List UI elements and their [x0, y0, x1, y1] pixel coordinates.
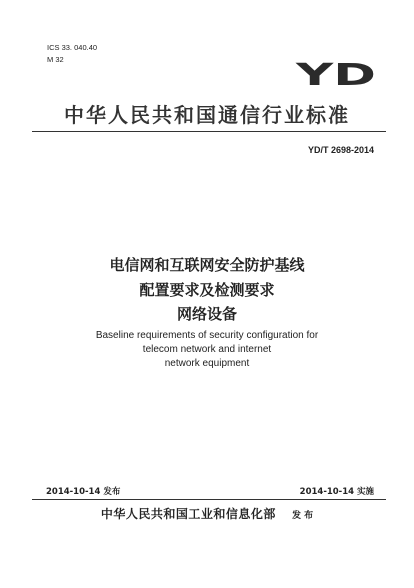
bottom-divider: [32, 499, 386, 500]
ics-code: ICS 33. 040.40: [47, 43, 98, 52]
implementation-date: 2014-10-14 实施: [299, 487, 374, 497]
chinese-title-line-2: 配置要求及检测要求: [139, 281, 275, 299]
issue-date: 2014-10-14 发布: [46, 487, 121, 497]
chinese-title-line-3: 网络设备: [176, 305, 237, 323]
english-title-line-1: Baseline requirements of security configuration for: [95, 330, 319, 341]
ccs-code: M 32: [47, 55, 64, 64]
industry-standard-title: 中华人民共和国通信行业标准: [64, 103, 350, 127]
publisher: [0, 505, 414, 522]
publisher-action: 发 布: [291, 511, 314, 521]
yd-logo: [294, 60, 378, 88]
publisher-org: 中华人民共和国工业和信息化部: [100, 507, 276, 521]
english-title-line-3: network equipment: [164, 358, 250, 369]
english-title-line-2: telecom network and internet: [142, 344, 272, 355]
top-divider: [32, 131, 386, 132]
yd-logo-text: YD: [294, 60, 376, 88]
standard-number: YD/T 2698-2014: [307, 145, 374, 155]
chinese-title-line-1: 电信网和互联网安全防护基线: [109, 256, 305, 274]
